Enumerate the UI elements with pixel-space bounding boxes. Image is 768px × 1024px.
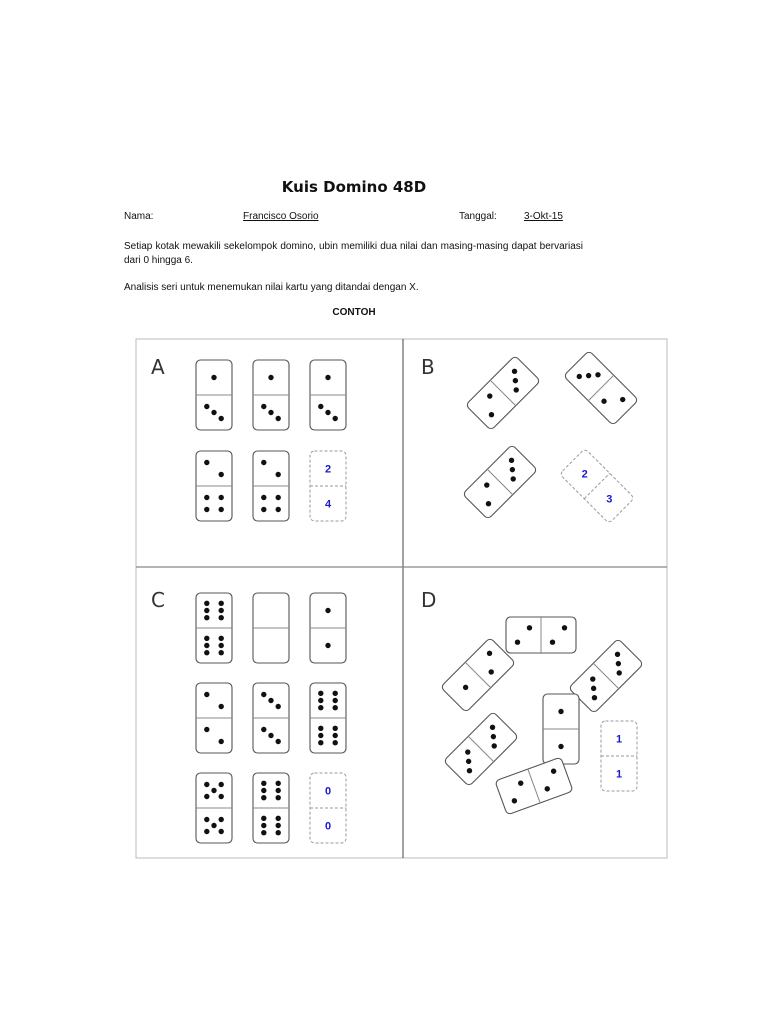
domino-pip xyxy=(219,615,224,620)
domino-pip xyxy=(204,727,209,732)
domino-pip xyxy=(211,410,216,415)
domino-pip xyxy=(261,727,266,732)
domino-pip xyxy=(276,830,281,835)
domino-pip xyxy=(558,709,563,714)
puzzle-letter-c: C xyxy=(151,588,165,612)
domino-pip xyxy=(333,740,338,745)
puzzle-letter-a: A xyxy=(151,355,165,379)
puzzle-b-domino xyxy=(564,351,639,426)
domino-pip xyxy=(318,733,323,738)
puzzle-a-domino xyxy=(253,451,289,521)
puzzle-d-domino xyxy=(543,694,579,764)
domino-pip xyxy=(204,615,209,620)
domino-pip xyxy=(268,375,273,380)
domino-pip xyxy=(219,704,224,709)
puzzle-c-domino xyxy=(253,593,289,663)
domino-pip xyxy=(527,625,532,630)
domino-pip xyxy=(219,650,224,655)
name-label: Nama: xyxy=(124,211,154,222)
domino-pip xyxy=(219,794,224,799)
domino-pip xyxy=(318,740,323,745)
domino-pip xyxy=(333,691,338,696)
domino-pip xyxy=(219,643,224,648)
puzzle-d-domino xyxy=(495,757,573,815)
domino-pip xyxy=(261,460,266,465)
answer-value: 1 xyxy=(615,733,623,746)
domino-pip xyxy=(261,795,266,800)
domino-pip xyxy=(261,788,266,793)
domino-pip xyxy=(276,823,281,828)
domino-pip xyxy=(204,636,209,641)
puzzle-d-domino xyxy=(569,639,644,714)
domino-pip xyxy=(558,744,563,749)
domino-pip xyxy=(268,410,273,415)
domino-pip xyxy=(276,795,281,800)
puzzle-letter-b: B xyxy=(421,355,435,379)
answer-value: 2 xyxy=(324,463,332,476)
domino-pip xyxy=(204,608,209,613)
puzzle-c-domino xyxy=(310,593,346,663)
domino-pip xyxy=(204,404,209,409)
domino-pip xyxy=(562,625,567,630)
domino-pip xyxy=(261,781,266,786)
domino-pip xyxy=(204,817,209,822)
domino-pip xyxy=(325,375,330,380)
domino-pip xyxy=(333,705,338,710)
answer-value: 0 xyxy=(324,820,332,833)
domino-pip xyxy=(318,404,323,409)
domino-pip xyxy=(318,726,323,731)
example-heading: CONTOH xyxy=(332,307,376,318)
puzzle-c-domino xyxy=(253,773,289,843)
puzzle-c-domino xyxy=(310,683,346,753)
domino-pip xyxy=(318,691,323,696)
domino-pip xyxy=(333,733,338,738)
domino-pip xyxy=(276,788,281,793)
date-value: 3-Okt-15 xyxy=(524,211,563,222)
domino-pip xyxy=(268,733,273,738)
domino-pip xyxy=(276,816,281,821)
domino-pip xyxy=(219,472,224,477)
puzzle-a-answer-domino xyxy=(310,451,346,521)
domino-pip xyxy=(325,410,330,415)
domino-pip xyxy=(325,608,330,613)
date-label: Tanggal: xyxy=(459,211,497,222)
domino-pip xyxy=(204,794,209,799)
domino-pip xyxy=(333,698,338,703)
domino-pip xyxy=(219,507,224,512)
puzzle-b-answer-domino xyxy=(560,449,635,524)
puzzle-c-domino xyxy=(253,683,289,753)
puzzle-letter-d: D xyxy=(421,588,437,612)
puzzle-a-domino xyxy=(310,360,346,430)
answer-value: 4 xyxy=(324,498,332,511)
puzzle-d-answer-domino xyxy=(601,721,637,791)
domino-pip xyxy=(276,739,281,744)
domino-pip xyxy=(204,782,209,787)
domino-pip xyxy=(261,507,266,512)
domino-pip xyxy=(219,495,224,500)
domino-pip xyxy=(204,460,209,465)
domino-pip xyxy=(333,416,338,421)
puzzle-c-answer-domino xyxy=(310,773,346,843)
domino-pip xyxy=(219,817,224,822)
domino-pip xyxy=(219,416,224,421)
domino-pip xyxy=(219,829,224,834)
domino-pip xyxy=(515,640,520,645)
domino-pip xyxy=(261,692,266,697)
domino-pip xyxy=(276,507,281,512)
domino-pip xyxy=(318,698,323,703)
domino-pip xyxy=(325,643,330,648)
domino-pip xyxy=(261,404,266,409)
puzzle-b-domino xyxy=(463,445,538,520)
analysis-instruction: Analisis seri untuk menemukan nilai kartu yang ditandai dengan X. xyxy=(124,282,419,293)
domino-pip xyxy=(204,601,209,606)
domino-pip xyxy=(276,704,281,709)
domino-pip xyxy=(276,781,281,786)
domino-pip xyxy=(219,739,224,744)
domino-pip xyxy=(204,650,209,655)
document-title: Kuis Domino 48D xyxy=(281,178,427,196)
answer-value: 2 xyxy=(581,468,588,481)
name-value: Francisco Osorio xyxy=(243,211,319,222)
domino-pip xyxy=(276,416,281,421)
domino-pip xyxy=(204,643,209,648)
puzzle-d-domino xyxy=(444,712,519,787)
domino-pip xyxy=(219,608,224,613)
puzzle-c-domino xyxy=(196,683,232,753)
puzzle-c-domino xyxy=(196,773,232,843)
puzzle-a-domino xyxy=(196,360,232,430)
puzzle-a-domino xyxy=(196,451,232,521)
puzzle-b-domino xyxy=(466,356,541,431)
domino-pip xyxy=(261,823,266,828)
puzzle-d-domino xyxy=(506,617,576,653)
domino-pip xyxy=(219,636,224,641)
domino-pip xyxy=(550,640,555,645)
domino-pip xyxy=(333,726,338,731)
domino-pip xyxy=(268,698,273,703)
domino-pip xyxy=(204,495,209,500)
puzzle-c-domino xyxy=(196,593,232,663)
domino-pip xyxy=(204,692,209,697)
puzzle-d-domino xyxy=(441,638,516,713)
domino-pip xyxy=(276,472,281,477)
domino-pip xyxy=(318,705,323,710)
domino-pip xyxy=(261,816,266,821)
domino-pip xyxy=(211,788,216,793)
domino-pip xyxy=(219,782,224,787)
domino-pip xyxy=(204,507,209,512)
domino-pip xyxy=(219,601,224,606)
instructions-paragraph: Setiap kotak mewakili sekelompok domino, ubin memiliki dua nilai dan masing-masing dapat bervariasi dari 0 hingga 6. xyxy=(124,241,583,266)
domino-pip xyxy=(261,495,266,500)
domino-pip xyxy=(211,375,216,380)
domino-pip xyxy=(211,823,216,828)
answer-value: 1 xyxy=(615,768,623,781)
domino-pip xyxy=(204,829,209,834)
answer-value: 3 xyxy=(606,493,613,506)
domino-pip xyxy=(261,830,266,835)
answer-value: 0 xyxy=(324,785,332,798)
domino-pip xyxy=(276,495,281,500)
puzzle-a-domino xyxy=(253,360,289,430)
